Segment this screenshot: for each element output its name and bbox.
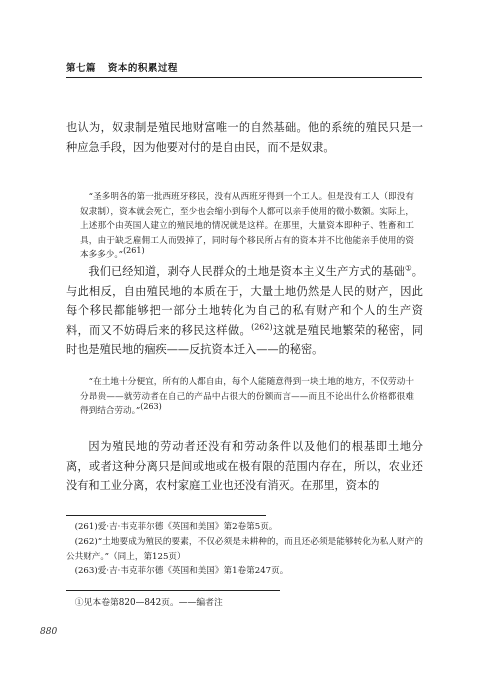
quote-1 <box>80 190 414 263</box>
footnote-ref-261: (261) <box>123 246 145 256</box>
quote-2 <box>80 375 414 419</box>
editor-note-rule <box>66 590 280 591</box>
footnotes <box>66 515 423 579</box>
footnote-261: (261)爱·吉·韦克菲尔德《英国和美国》第2卷第5页。 <box>74 522 278 532</box>
footnote-263: (263)爱·吉·韦克菲尔德《英国和美国》第1卷第247页。 <box>74 566 289 577</box>
paragraph-2-part-3: 这就是殖民地繁荣的秘密，同时也是殖民地的痼疾——反抗资本迁入——的秘密。 <box>66 323 423 357</box>
header-title: 资本的积累过程 <box>107 63 178 74</box>
footnote-ref-262: (262) <box>251 322 273 332</box>
page-number: 880 <box>40 627 58 637</box>
paragraph-3: 因为殖民地的劳动者还没有和劳动条件以及他们的根基即土地分离，或者这种分离只是间或地或在极有限的范围内存在，所以，农业还没有和工业分离，农村家庭工业也还没有消灭。在那里，资本的 <box>66 440 423 493</box>
footnote-rule <box>66 515 266 516</box>
paragraph-2-part-2: 。与此相反，自由殖民地的本质在于，大量土地仍然是人民的财产，因此每个移民都能够把一部分土地转化为自己的私有财产和个人的生产资料，而又不妨碍后来的移民这样做。 <box>66 265 423 337</box>
quote-1-text: “圣多明各的第一批西班牙移民，没有从西班牙得到一个工人。但是没有工人（即没有奴隶制），资本就会死亡，至少也会缩小到每个人都可以亲手使用的微小数额。实际上，上述那个由英国人建立的殖民地的情况就是这样。在那里，大量资本即种子、牲畜和工具，由于缺乏雇佣工人而毁掉了，同时每个移民所占有的资本并不比他能亲手使用的资本多多少。” <box>80 192 414 261</box>
editor-note <box>66 590 423 608</box>
editor-note-ref: ① <box>404 263 412 273</box>
quote-2-text: “在土地十分便宜，所有的人都自由，每个人能随意得到一块土地的地方，不仅劳动十分昂贵——就劳动者在自己的产品中占很大的份额而言——而且不论出什么价格都很难得到结合劳动。” <box>80 377 414 417</box>
footnote-262: (262)“土地要成为殖民的要素，不仅必须是未耕种的，而且还必须是能够转化为私人财产的公共财产。”（同上，第125页） <box>66 536 423 562</box>
header-part: 第七篇 <box>66 63 97 74</box>
paragraph-1: 也认为，奴隶制是殖民地财富唯一的自然基础。他的系统的殖民只是一种应急手段，因为他要对付的是自由民，而不是奴隶。 <box>66 121 423 154</box>
footnote-ref-263: (263) <box>140 402 162 412</box>
running-header <box>66 60 422 78</box>
paragraph-2 <box>66 262 423 360</box>
paragraph-2-part-1: 我们已经知道，剥夺人民群众的土地是资本主义生产方式的基础 <box>88 265 405 278</box>
editor-note-text: ①见本卷第820—842页。——编者注 <box>74 598 223 608</box>
